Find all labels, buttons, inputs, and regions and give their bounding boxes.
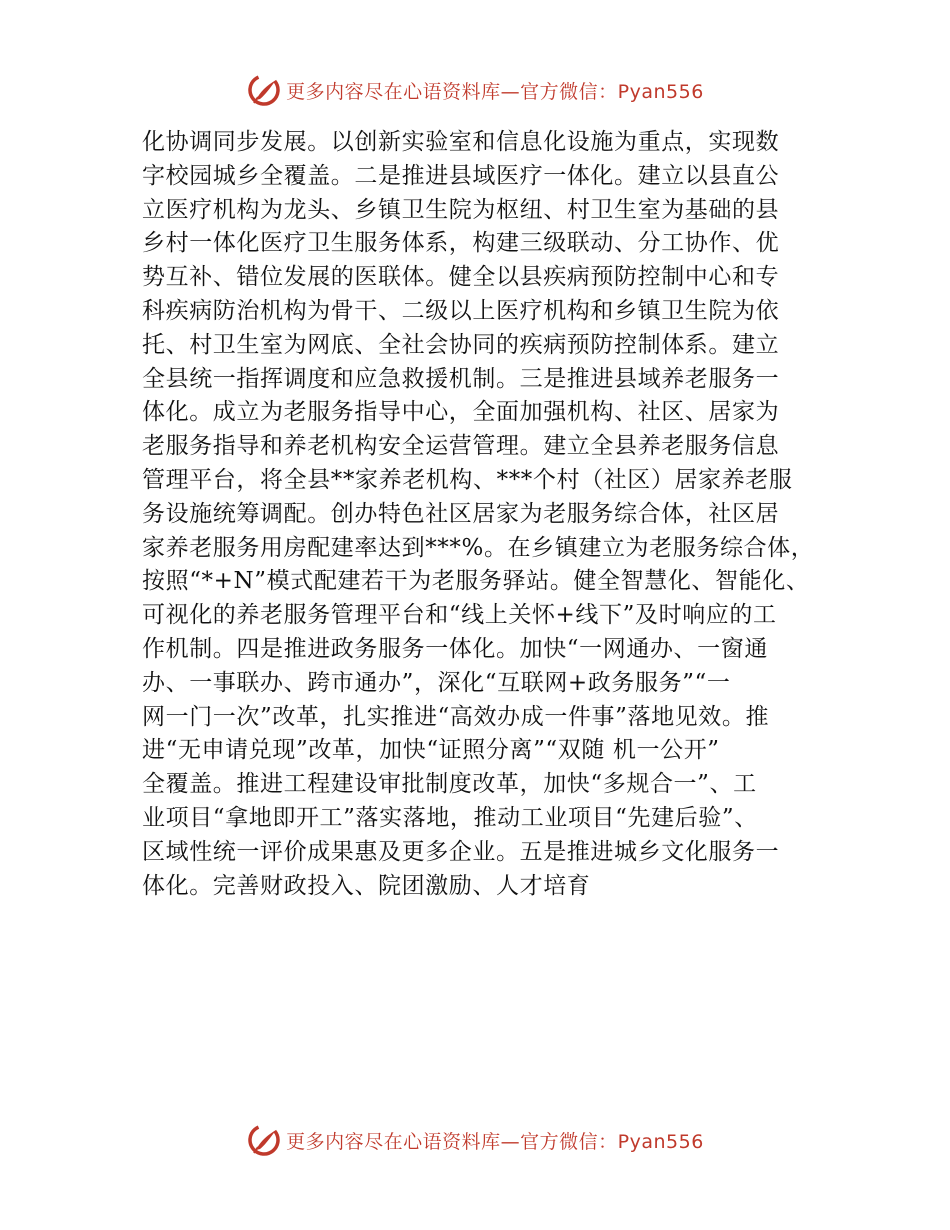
text-line: 按照“*+N”模式配建若干为老服务驿站。健全智慧化、智能化、 xyxy=(142,568,810,595)
text-line: 家养老服务用房配建率达到***%。在乡镇建立为老服务综合体， xyxy=(142,534,815,561)
quill-swirl-logo-icon xyxy=(246,1122,282,1158)
body-text xyxy=(142,126,862,903)
text-line: 立医疗机构为龙头、乡镇卫生院为枢纽、村卫生室为基础的县 xyxy=(142,196,780,223)
text-line: 体化。完善财政投入、院团激励、人才培育 xyxy=(142,872,591,899)
text-line: 老服务指导和养老机构安全运营管理。建立全县养老服务信息 xyxy=(142,433,780,460)
footer-banner-text: 更多内容尽在心语资料库—官方微信：Pyan556 xyxy=(286,1130,704,1153)
text-line: 网一门一次”改革，扎实推进“高效办成一件事”落地见效。推 xyxy=(142,703,770,730)
text-line: 体化。成立为老服务指导中心，全面加强机构、社区、居家为 xyxy=(142,399,780,426)
text-line: 管理平台，将全县**家养老机构、***个村（社区）居家养老服 xyxy=(142,466,793,493)
text-line: 区域性统一评价成果惠及更多企业。五是推进城乡文化服务一 xyxy=(142,838,780,865)
text-line: 势互补、错位发展的医联体。健全以县疾病预防控制中心和专 xyxy=(142,264,780,291)
quill-swirl-logo-icon xyxy=(246,72,282,108)
text-line: 全县统一指挥调度和应急救援机制。三是推进县域养老服务一 xyxy=(142,365,780,392)
text-line: 托、村卫生室为网底、全社会协同的疾病预防控制体系。建立 xyxy=(142,331,780,358)
footer-banner xyxy=(0,1120,950,1160)
text-line: 办、一事联办、跨市通办”，深化“互联网+政务服务”“一 xyxy=(142,669,731,696)
text-line: 务设施统筹调配。创办特色社区居家为老服务综合体，社区居 xyxy=(142,500,780,527)
text-line: 科疾病防治机构为骨干、二级以上医疗机构和乡镇卫生院为依 xyxy=(142,297,780,324)
text-line: 进“无申请兑现”改革，加快“证照分离”“双随 机一公开” xyxy=(142,737,720,764)
text-line: 化协调同步发展。以创新实验室和信息化设施为重点，实现数 xyxy=(142,129,780,155)
text-line: 可视化的养老服务管理平台和“线上关怀+线下”及时响应的工 xyxy=(142,602,777,629)
text-line: 乡村一体化医疗卫生服务体系，构建三级联动、分工协作、优 xyxy=(142,230,780,257)
header-banner xyxy=(0,70,950,110)
text-line: 作机制。四是推进政务服务一体化。加快“一网通办、一窗通 xyxy=(142,635,768,662)
text-line: 字校园城乡全覆盖。二是推进县域医疗一体化。建立以县直公 xyxy=(142,162,780,189)
header-banner-text: 更多内容尽在心语资料库—官方微信：Pyan556 xyxy=(286,80,704,103)
text-line: 全覆盖。推进工程建设审批制度改革，加快“多规合一”、工 xyxy=(142,771,757,798)
text-line: 业项目“拿地即开工”落实落地，推动工业项目“先建后验”、 xyxy=(142,804,758,831)
